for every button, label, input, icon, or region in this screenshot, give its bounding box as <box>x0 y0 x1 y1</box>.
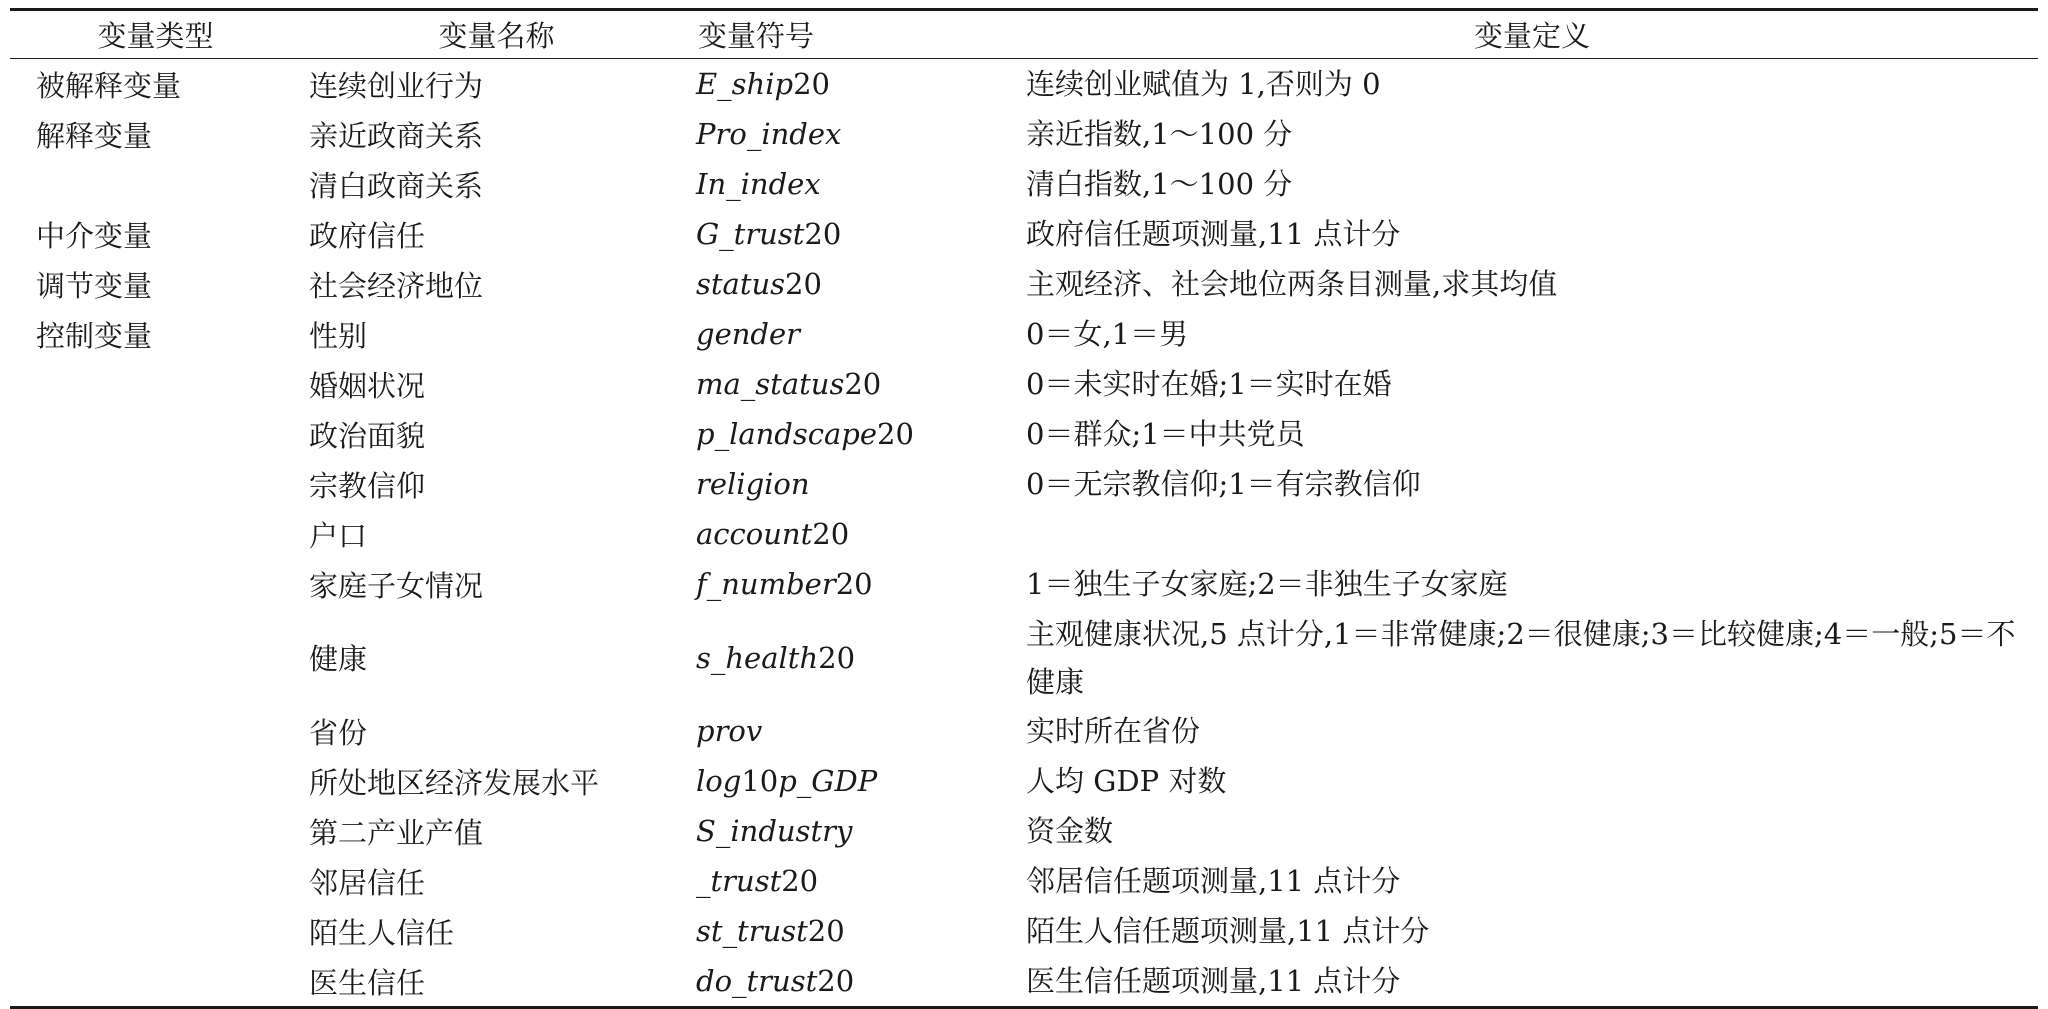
cell-variable-definition: 实时所在省份 <box>1026 714 1201 748</box>
cell-variable-type <box>10 906 301 956</box>
table-row <box>10 906 2038 956</box>
cell-variable-type <box>10 459 301 509</box>
symbol-roman-part: 20 <box>817 964 855 998</box>
cell-variable-symbol <box>692 956 1026 1008</box>
symbol-italic-part: st_trust <box>696 914 808 948</box>
symbol-italic-part: _trust <box>696 864 782 898</box>
cell-variable-name: 政府信任 <box>309 218 426 253</box>
cell-variable-symbol <box>692 409 1026 459</box>
table-row <box>10 309 2038 359</box>
table-row <box>10 856 2038 906</box>
cell-variable-symbol <box>692 856 1026 906</box>
symbol-roman-part: 20 <box>835 567 873 601</box>
cell-variable-definition: 政府信任题项测量,11 点计分 <box>1026 217 1401 251</box>
cell-variable-type: 调节变量 <box>36 268 153 303</box>
cell-variable-name: 亲近政商关系 <box>309 118 484 153</box>
cell-variable-name: 连续创业行为 <box>309 68 484 103</box>
cell-variable-symbol <box>692 806 1026 856</box>
symbol-italic-part: account <box>696 517 813 551</box>
cell-variable-symbol <box>692 359 1026 409</box>
header-variable-symbol: 变量符号 <box>692 10 1026 59</box>
symbol-roman-part: 20 <box>804 217 842 251</box>
cell-variable-definition: 清白指数,1～100 分 <box>1026 167 1293 201</box>
symbol-italic-part: do_trust <box>696 964 818 998</box>
symbol-roman-part: 20 <box>793 67 830 101</box>
table-row <box>10 159 2038 209</box>
symbol-roman-part: 20 <box>877 417 914 451</box>
cell-variable-symbol <box>692 509 1026 559</box>
cell-variable-type: 中介变量 <box>36 218 153 253</box>
cell-variable-symbol <box>692 259 1026 309</box>
symbol-italic-part: S_industry <box>696 814 853 848</box>
table-row <box>10 609 2038 706</box>
table-row <box>10 409 2038 459</box>
cell-variable-type <box>10 609 301 706</box>
cell-variable-name: 邻居信任 <box>309 865 426 900</box>
variable-definition-table <box>10 8 2038 1009</box>
cell-variable-type <box>10 159 301 209</box>
cell-variable-symbol <box>692 559 1026 609</box>
cell-variable-symbol <box>692 59 1026 110</box>
table-header <box>10 10 2038 59</box>
cell-variable-definition: 连续创业赋值为 1,否则为 0 <box>1026 67 1381 101</box>
cell-variable-type: 控制变量 <box>36 318 153 353</box>
cell-variable-name: 家庭子女情况 <box>309 568 484 603</box>
symbol-italic-part: log <box>696 764 742 798</box>
symbol-italic-part: p_GDP <box>778 764 878 798</box>
table-row <box>10 806 2038 856</box>
symbol-roman-part: 20 <box>812 517 850 551</box>
header-variable-definition: 变量定义 <box>1026 10 2038 59</box>
cell-variable-type <box>10 856 301 906</box>
symbol-italic-part: gender <box>696 317 800 351</box>
symbol-italic-part: status <box>696 267 786 301</box>
cell-variable-symbol <box>692 159 1026 209</box>
cell-variable-name: 省份 <box>309 715 368 750</box>
cell-variable-name: 第二产业产值 <box>309 815 484 850</box>
cell-variable-definition: 0＝未实时在婚;1＝实时在婚 <box>1026 367 1392 401</box>
table-row <box>10 259 2038 309</box>
table-row <box>10 59 2038 110</box>
cell-variable-definition: 亲近指数,1～100 分 <box>1026 117 1293 151</box>
cell-variable-definition <box>1026 509 2038 559</box>
table-row <box>10 359 2038 409</box>
cell-variable-symbol <box>692 706 1026 756</box>
cell-variable-definition: 资金数 <box>1026 814 1114 848</box>
table-row <box>10 209 2038 259</box>
symbol-roman-part: 20 <box>785 267 822 301</box>
cell-variable-type <box>10 756 301 806</box>
cell-variable-symbol <box>692 109 1026 159</box>
symbol-italic-part: ma_status <box>696 367 845 401</box>
symbol-roman-part: 20 <box>781 864 819 898</box>
cell-variable-symbol <box>692 906 1026 956</box>
symbol-italic-part: In_index <box>696 167 821 201</box>
table-body <box>10 59 2038 1008</box>
symbol-italic-part: s_health <box>696 640 819 675</box>
symbol-roman-part: 20 <box>818 640 856 675</box>
symbol-roman-part: 20 <box>807 914 845 948</box>
cell-variable-name: 健康 <box>309 642 368 676</box>
cell-variable-definition: 主观经济、社会地位两条目测量,求其均值 <box>1026 267 1558 301</box>
symbol-roman-part: 20 <box>844 367 882 401</box>
table-row <box>10 756 2038 806</box>
header-row <box>10 10 2038 59</box>
cell-variable-definition: 0＝无宗教信仰;1＝有宗教信仰 <box>1026 467 1421 501</box>
cell-variable-name: 陌生人信任 <box>309 915 455 950</box>
cell-variable-symbol <box>692 309 1026 359</box>
header-variable-name: 变量名称 <box>301 10 692 59</box>
cell-variable-type <box>10 706 301 756</box>
cell-variable-symbol <box>692 459 1026 509</box>
symbol-italic-part: Pro_index <box>696 117 842 151</box>
cell-variable-definition: 1＝独生子女家庭;2＝非独生子女家庭 <box>1026 567 1508 601</box>
cell-variable-type <box>10 409 301 459</box>
cell-variable-type <box>10 559 301 609</box>
cell-variable-name: 宗教信仰 <box>309 468 426 503</box>
cell-variable-definition: 邻居信任题项测量,11 点计分 <box>1026 864 1401 898</box>
cell-variable-symbol <box>692 756 1026 806</box>
table-row <box>10 706 2038 756</box>
cell-variable-definition: 陌生人信任题项测量,11 点计分 <box>1026 914 1430 948</box>
symbol-italic-part: prov <box>696 714 763 748</box>
cell-variable-name: 社会经济地位 <box>309 268 484 303</box>
symbol-italic-part: religion <box>696 467 810 501</box>
cell-variable-definition: 主观健康状况,5 点计分,1＝非常健康;2＝很健康;3＝比较健康;4＝一般;5＝不健康 <box>1026 616 2016 699</box>
cell-variable-type <box>10 509 301 559</box>
cell-variable-symbol <box>692 209 1026 259</box>
cell-variable-definition: 0＝群众;1＝中共党员 <box>1026 417 1305 451</box>
table-row <box>10 459 2038 509</box>
symbol-italic-part: p_landscape <box>696 417 878 451</box>
cell-variable-name: 户口 <box>309 518 368 553</box>
cell-variable-symbol <box>692 609 1026 706</box>
cell-variable-name: 婚姻状况 <box>309 368 426 403</box>
cell-variable-name: 政治面貌 <box>309 418 426 453</box>
symbol-italic-part: G_trust <box>696 217 805 251</box>
cell-variable-definition: 医生信任题项测量,11 点计分 <box>1026 956 2038 1008</box>
cell-variable-definition: 0＝女,1＝男 <box>1026 317 1189 351</box>
cell-variable-type: 被解释变量 <box>36 68 182 103</box>
cell-variable-type <box>10 806 301 856</box>
cell-variable-name: 清白政商关系 <box>309 168 484 203</box>
table-row <box>10 559 2038 609</box>
cell-variable-name: 医生信任 <box>301 956 692 1008</box>
symbol-roman-part: 10 <box>741 764 779 798</box>
table-row <box>10 956 2038 1008</box>
header-variable-type: 变量类型 <box>10 10 301 59</box>
cell-variable-name: 所处地区经济发展水平 <box>309 765 600 800</box>
cell-variable-definition: 人均 GDP 对数 <box>1026 764 1227 798</box>
cell-variable-type <box>10 359 301 409</box>
symbol-italic-part: E_ship <box>696 67 794 101</box>
cell-variable-type <box>10 956 301 1008</box>
table-row <box>10 509 2038 559</box>
table-row <box>10 109 2038 159</box>
cell-variable-type: 解释变量 <box>36 118 153 153</box>
symbol-italic-part: f_number <box>696 567 836 601</box>
cell-variable-name: 性别 <box>309 318 368 353</box>
